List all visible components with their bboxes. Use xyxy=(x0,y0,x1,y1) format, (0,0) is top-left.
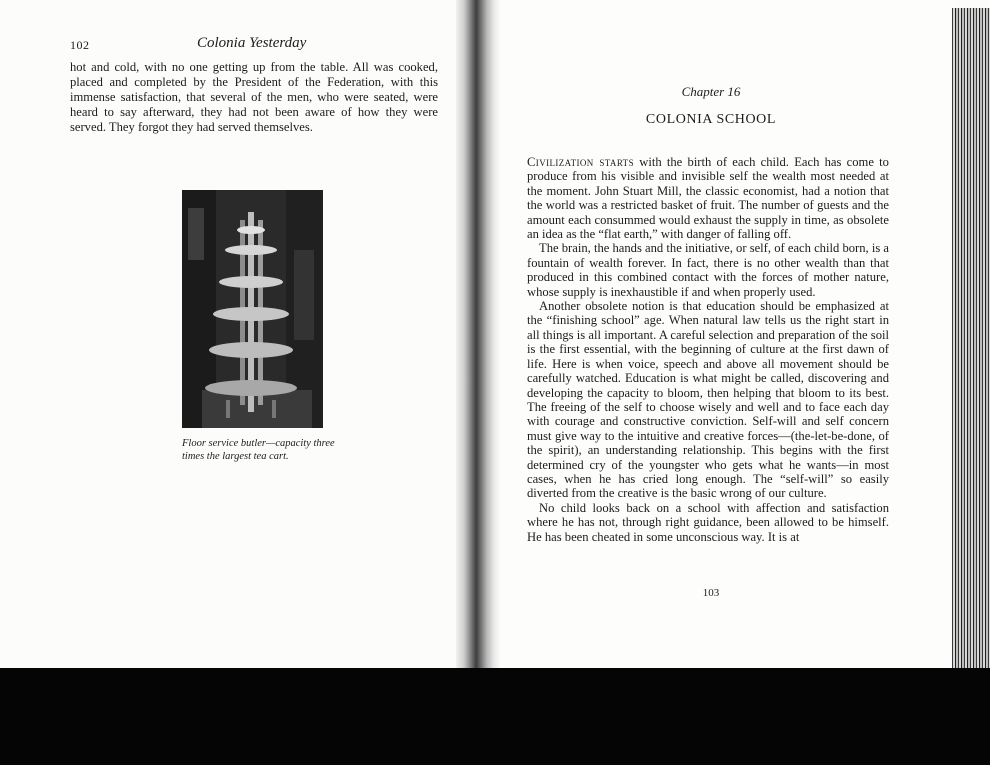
left-running-head xyxy=(70,35,450,55)
body-paragraph-3: Another obsolete notion is that education should be emphasized at the “finishing school” age. When natural law tells us the right start in all things is all important. A careful selection and preparation of the soil is the first essential, with the beginning of culture at the first dawn of life. Here is when voice, speech and above all movement should be carefully watched. Education is what might be called, discovering and developing the capacity to bloom, then helping that bloom to its best. The freeing of the self to choose wisely and well and to face each day with courage and constructive conviction. Self-will and self concern must give way to the intuitive and creative forces—(the-let-be-done, of the spirit), an understanding relationship. This begins with the first determined cry of the youngster who gets what he wants—in most cases, when he has cried long enough. The “self-will” so easily diverted from the creative is the basic wrong of our culture. xyxy=(527,299,889,501)
running-title: Colonia Yesterday xyxy=(197,35,307,51)
chapter-number: Chapter 16 xyxy=(681,84,741,99)
lead-in: Civilization starts xyxy=(527,155,634,169)
left-page-number: 102 xyxy=(70,38,90,52)
page-edges xyxy=(952,8,990,672)
butler-cart-photo xyxy=(182,190,323,428)
book-gutter xyxy=(456,0,500,672)
body-paragraph-1 xyxy=(527,155,889,241)
butler-cart-photo-image xyxy=(182,190,323,428)
body-paragraph-2: The brain, the hands and the initiative, or self, of each child born, is a fountain of wealth forever. In fact, there is no other wealth than that produced in this combined contact with the forces of mother nature, whose supply is inexhaustible if and when properly used. xyxy=(527,241,889,299)
chapter-title: COLONIA SCHOOL xyxy=(645,112,777,127)
left-page-paragraph: hot and cold, with no one getting up from the table. All was cooked, placed and completed by the President of the Federation, with this immense satisfaction, that several of the men, who were seated, were heard to say afterward, they had not been aware of how they were served. They forgot they had served themselves. xyxy=(70,60,438,134)
body-paragraph-4: No child looks back on a school with affection and satisfaction where he has not, through right guidance, been allowed to be himself. He has been cheated in some unconscious way. It is at xyxy=(527,500,889,544)
photo-caption: Floor service butler—capacity three times the largest tea cart. xyxy=(182,438,335,462)
body-paragraph-1-text: with the birth of each child. Each has come to produce from his visible and invisible self the wealth most needed at the moment. John Stuart Mill, the classic economist, had a notion that the world was a restricted basket of fruit. The number of guests and the amount each consummed would exhaust the supply in time, as obsolete an idea as the “flat earth,” with danger of falling off. xyxy=(527,155,889,242)
right-page-number: 103 xyxy=(702,587,720,599)
chapter-body xyxy=(527,155,889,544)
scan-background xyxy=(0,668,990,765)
